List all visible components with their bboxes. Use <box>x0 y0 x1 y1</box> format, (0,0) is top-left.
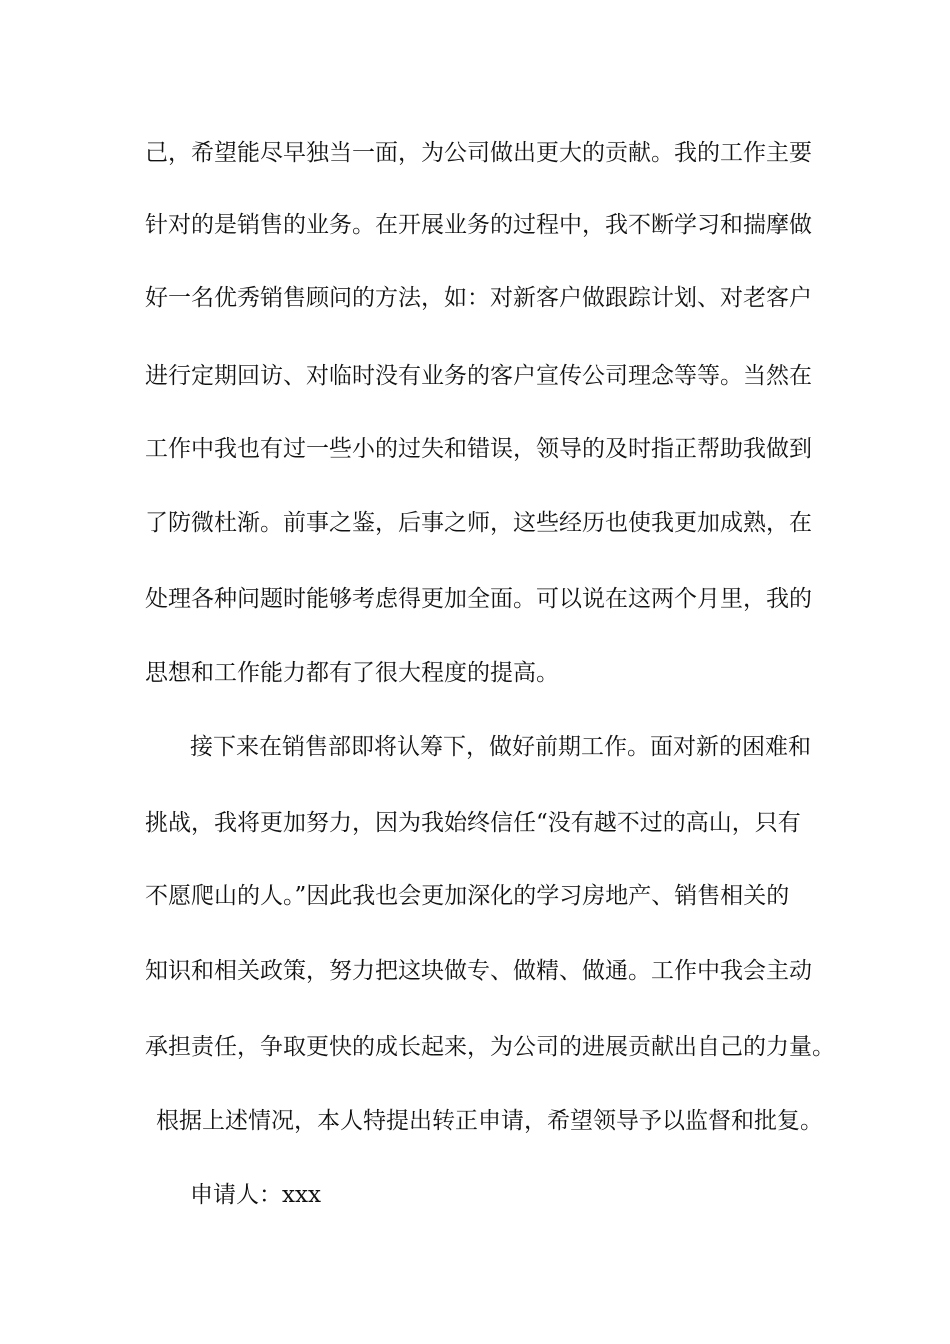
applicant-signature: 申请人：xxx <box>190 1182 321 1208</box>
paragraph-2-line-3: 不愿爬山的人。”因此我也会更加深化的学习房地产、销售相关的 <box>145 883 790 909</box>
paragraph-1-line-5: 工作中我也有过一些小的过失和错误，领导的及时指正帮助我做到 <box>145 436 812 462</box>
paragraph-2-line-2: 挑战，我将更加努力，因为我始终信任“没有越不过的高山，只有 <box>145 810 801 836</box>
paragraph-1-line-1: 己，希望能尽早独当一面，为公司做出更大的贡献。我的工作主要 <box>145 140 812 166</box>
paragraph-1-line-3: 好一名优秀销售顾问的方法，如：对新客户做跟踪计划、对老客户 <box>145 285 812 311</box>
paragraph-1-line-8: 思想和工作能力都有了很大程度的提高。 <box>145 660 559 686</box>
paragraph-1-line-4: 进行定期回访、对临时没有业务的客户宣传公司理念等等。当然在 <box>145 363 812 389</box>
closing-request: 根据上述情况，本人特提出转正申请，希望领导予以监督和批复。 <box>156 1108 823 1134</box>
paragraph-2-line-4: 知识和相关政策，努力把这块做专、做精、做通。工作中我会主动 <box>145 958 812 984</box>
paragraph-2-line-1: 接下来在销售部即将认筹下，做好前期工作。面对新的困难和 <box>190 734 811 760</box>
paragraph-1-line-2: 针对的是销售的业务。在开展业务的过程中，我不断学习和揣摩做 <box>145 212 812 238</box>
paragraph-1-line-6: 了防微杜渐。前事之鉴，后事之师，这些经历也使我更加成熟，在 <box>145 510 812 536</box>
paragraph-1-line-7: 处理各种问题时能够考虑得更加全面。可以说在这两个月里，我的 <box>145 586 812 612</box>
paragraph-2-line-5: 承担责任，争取更快的成长起来，为公司的进展贡献出自己的力量。 <box>145 1034 835 1060</box>
